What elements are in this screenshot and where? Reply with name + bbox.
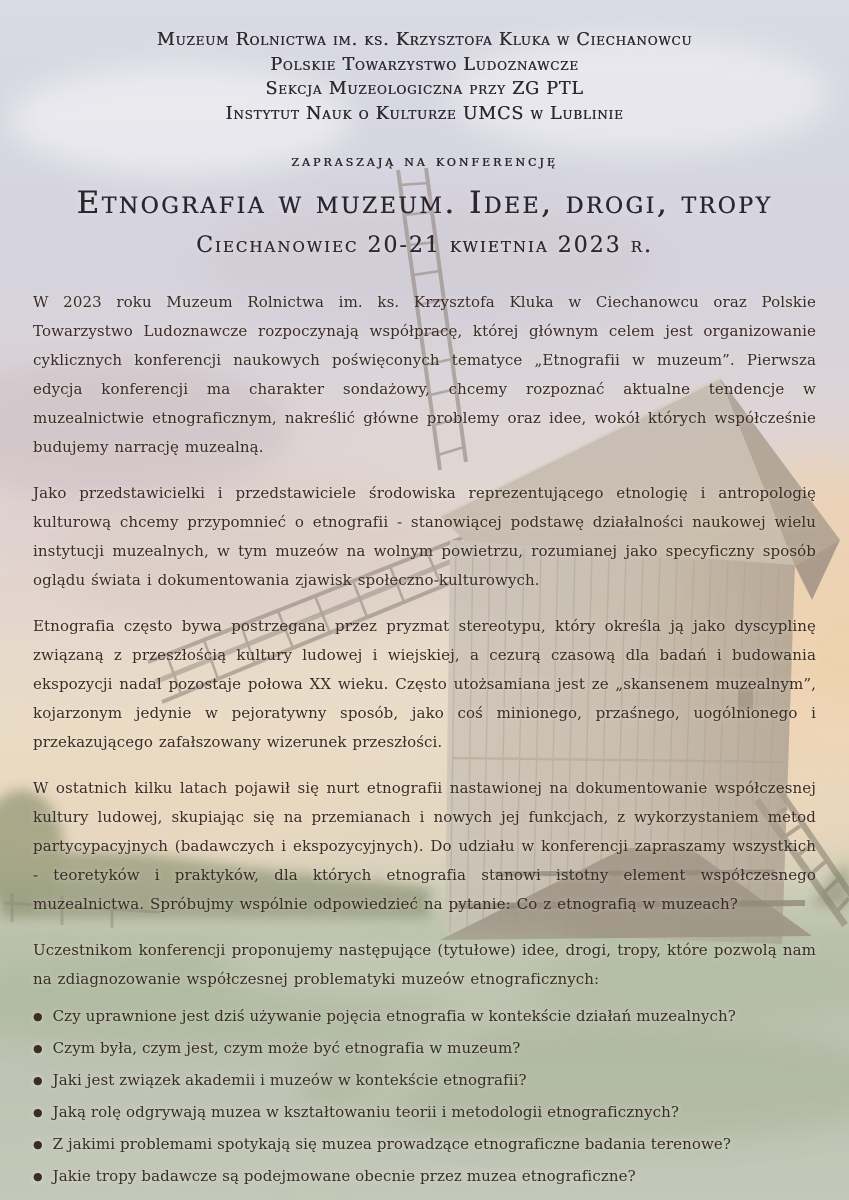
body-paragraph: Etnografia często bywa postrzegana przez pryzmat stereotypu, który określa ją jako dyscyplinę związaną z przeszłością kultury ludowej i wiejskiej, a cezurą czasową dla badań i budowania ekspozycji nadal pozostaje połowa XX wieku. Często utożsamiana jest ze „skansenem muzealnym”, kojarzonym jedynie w pejoratywny sposób, jako coś minionego, przaśnego, uogólnionego i przekazującego zafałszowany wizerunek przeszłości.: [33, 617, 816, 751]
question-text: Czym była, czym jest, czym może być etnografia w muzeum?: [52, 1039, 521, 1057]
bullet-icon: ●: [33, 1170, 43, 1183]
question-text: Jaką rolę odgrywają muzea w kształtowaniu teorii i metodologii etnograficznych?: [52, 1103, 679, 1121]
list-item: [33, 1098, 816, 1127]
poster-body: [33, 288, 816, 919]
question-text: Jaki jest związek akademii i muzeów w kontekście etnografii?: [52, 1071, 527, 1089]
conference-title: Etnografia w muzeum. Idee, drogi, tropy: [76, 185, 773, 221]
question-text: Jakie tropy badawcze są podejmowane obecnie przez muzea etnograficzne?: [52, 1167, 636, 1185]
organizer-lines: [33, 28, 816, 126]
bullet-icon: ●: [33, 1138, 43, 1151]
body-paragraph: W ostatnich kilku latach pojawił się nurt etnografii nastawionej na dokumentowanie współczesnej kultury ludowej, skupiając się na przemianach i nowych jej funkcjach, z wykorzystaniem metod partycypacyjnych (badawczych i ekspozycyjnych). Do udziału w konferencji zapraszamy wszystkich - teoretyków i praktyków, dla których etnografia stanowi istotny element współczesnego muzealnictwa. Spróbujmy wspólnie odpowiedzieć na pytanie: Co z etnografią w muzeach?: [33, 779, 816, 913]
list-item: [33, 1130, 816, 1159]
organizer-line: Muzeum Rolnictwa im. ks. Krzysztofa Kluka w Ciechanowcu: [156, 30, 693, 50]
conference-date-location: Ciechanowiec 20-21 kwietnia 2023 r.: [196, 233, 653, 258]
body-paragraph: Jako przedstawicielki i przedstawiciele środowiska reprezentującego etnologię i antropologię kulturową chcemy przypomnieć o etnografii - stanowiącej podstawę działalności naukowej wielu instytucji muzealnych, w tym muzeów na wolnym powietrzu, rozumianej jako specyficzny sposób oglądu świata i dokumentowania zjawisk społeczno-kulturowych.: [33, 484, 816, 589]
organizer-line: Instytut Nauk o Kulturze UMCS w Lublinie: [225, 103, 624, 124]
bullet-icon: ●: [33, 1106, 43, 1119]
bullet-icon: ●: [33, 1042, 43, 1055]
poster-header: [33, 28, 816, 262]
body-paragraph: W 2023 roku Muzeum Rolnictwa im. ks. Krzysztofa Kluka w Ciechanowcu oraz Polskie Towarzystwo Ludoznawcze rozpoczynają współpracę, której głównym celem jest organizowanie cyklicznych konferencji naukowych poświęconych tematyce „Etnografii w muzeum”. Pierwsza edycja konferencji ma charakter sondażowy, chcemy rozpoznać aktualne tendencje w muzealnictwie etnograficznym, nakreślić główne problemy oraz idee, wokół których współcześnie budujemy narrację muzealną.: [33, 293, 816, 456]
list-item: [33, 1034, 816, 1063]
organizer-line: Sekcja Muzeologiczna przy ZG PTL: [265, 79, 584, 99]
list-item: [33, 1162, 816, 1191]
question-text: Z jakimi problemami spotykają się muzea prowadzące etnograficzne badania terenowe?: [52, 1135, 732, 1153]
organizer-line: Polskie Towarzystwo Ludoznawcze: [270, 54, 579, 75]
question-text: Czy uprawnione jest dziś używanie pojęcia etnografia w kontekście działań muzealnych?: [52, 1007, 736, 1025]
invitation-line: zapraszają na konferencję: [291, 151, 558, 170]
list-item: [33, 1002, 816, 1031]
bullets-intro-paragraph: Uczestnikom konferencji proponujemy następujące (tytułowe) idee, drogi, tropy, które pozwolą nam na zdiagnozowanie współczesnej problematyki muzeów etnograficznych:: [33, 941, 816, 988]
bullet-icon: ●: [33, 1010, 43, 1023]
list-item: [33, 1066, 816, 1095]
conference-questions-list: [33, 1002, 816, 1191]
bullet-icon: ●: [33, 1074, 43, 1087]
